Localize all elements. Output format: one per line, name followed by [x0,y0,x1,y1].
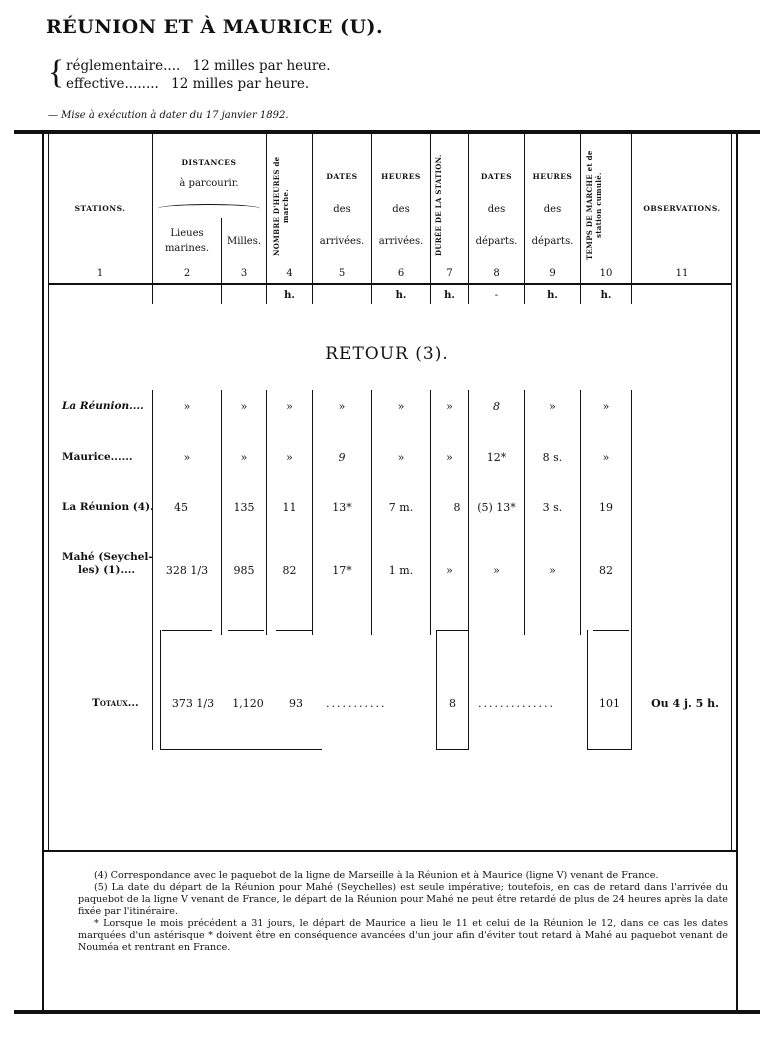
col-number: 5 [338,268,346,279]
col-number: 4 [286,268,293,279]
sum-line [228,630,264,631]
cell-milles: 985 [233,564,255,577]
cell-heure-depart: » [549,564,556,577]
unit-hours: h. [284,290,295,301]
cell-duree: » [446,451,453,464]
cell-duree: » [446,564,453,577]
col-header-dates-arrivees-label: arrivées. [319,236,365,247]
total-duree: 8 [449,697,456,710]
cell-date-depart: (5) 13* [477,501,516,514]
cell-duree: 8 [453,501,461,514]
cell-heure-depart: » [549,400,556,413]
cell-date-arrivee: 13* [332,501,352,514]
col-number: 3 [240,268,248,279]
total-observation: Ou 4 j. 5 h. [651,697,719,710]
col-sep [587,630,588,750]
cell-lieues: 45 [174,501,188,514]
cell-heure-depart: 3 s. [542,501,563,514]
cell-duree: » [446,400,453,413]
col-header-dates-arrivees-des: des [333,204,351,215]
cell-lieues: » [183,400,191,413]
speed-value: 12 milles par heure. [171,76,310,92]
col-header-dates-departs-label: départs. [475,236,518,247]
frame-right [736,134,738,1010]
sum-line [593,630,629,631]
col-number: 1 [96,268,104,279]
frame-right-inner [731,134,732,850]
col-number: 10 [599,268,613,279]
speed-effective [66,76,309,92]
col-header-dates-arrivees: DATES [326,172,358,181]
col-header-duree-station: DURÉE DE LA STATION. [434,154,443,256]
station-name: La Réunion (4). [62,501,154,513]
footnote: (5) La date du départ de la Réunion pour Mahé (Seychelles) est seule impérative; toutefois, en cas de retard dans l'arrivée du paquebot de la ligne V venant de France, le départ de la Réunion pour Mahé ne peut être retardé de plus de 24 heures après la date fixée par l'itinéraire. [78,882,728,917]
cell-heure-arrivee: 1 m. [388,564,414,577]
totals-label: Totaux... [92,697,139,709]
page-title: RÉUNION ET À MAURICE (U). [46,16,384,38]
effective-date: — Mise à exécution à dater du 17 janvier 1892. [48,110,289,121]
cell-cumul: 82 [599,564,613,577]
totals-rule [587,749,632,750]
cell-date-depart: 8 [493,400,500,413]
col-number: 2 [183,268,191,279]
col-number: 9 [549,268,556,279]
col-number: 7 [446,268,453,279]
cell-heure-arrivee: » [397,451,405,464]
cell-heures: 82 [282,564,297,577]
cell-cumul: » [602,451,610,464]
frame-top [14,130,760,134]
col-header-distances-sub: à parcourir. [179,178,239,189]
station-name: Mahé (Seychel- [62,551,153,563]
sum-line [436,630,469,631]
cell-date-depart: 12* [486,451,507,464]
col-sep [631,390,632,750]
cell-date-depart: » [493,564,500,577]
sum-line [276,630,312,631]
col-header-distances: DISTANCES [181,158,237,167]
col-header-heures-departs-label: départs. [531,236,574,247]
cell-lieues: » [183,451,191,464]
cell-milles: » [240,400,248,413]
col-sep [221,218,222,304]
cell-date-arrivee: » [338,400,346,413]
totals-rule [436,749,469,750]
col-header-lieues: Lieues marines. [164,228,210,254]
cell-milles: 135 [233,501,255,514]
totals-rule [160,749,322,750]
col-number: 8 [493,268,500,279]
col-header-dates-departs-des: des [487,204,506,215]
col-sep [436,630,437,750]
distances-brace [158,204,260,213]
speed-regulatory [66,58,331,74]
unit-dash: - [494,290,499,301]
col-header-milles: Milles. [226,236,262,247]
total-cumul: 101 [599,697,620,710]
cell-heures: » [286,451,293,464]
brace-symbol: { [48,54,65,91]
col-header-heures-arrivees: HEURES [381,172,421,181]
col-header-stations: STATIONS. [74,204,126,213]
footnote: * Lorsque le mois précédent a 31 jours, le départ de Maurice a lieu le 11 et celui de la Réunion le 12, dans ce cas les dates marquées d'un astérisque * doivent être en conséquence avancées d'un jour afin d'éviter tout retard à Mahé au paquebot venant de Nouméa et rentrant en France. [78,918,728,953]
dotted-leader: ........... [326,697,387,710]
col-number: 6 [397,268,405,279]
col-sep [160,630,161,750]
col-header-heures-marche: NOMBRE D'HEURES de marche. [272,156,290,256]
cell-lieues: 328 1/3 [165,564,209,577]
unit-hours: h. [444,290,455,301]
speed-label: effective........ [66,76,159,92]
footnote: (4) Correspondance avec le paquebot de la ligne de Marseille à la Réunion et à Maurice (ligne V) venant de France. [94,870,659,881]
notes-rule [42,850,738,852]
cell-date-arrivee: 17* [332,564,352,577]
speed-label: réglementaire.... [66,58,181,74]
station-name: Maurice...... [62,451,133,463]
cell-cumul: 19 [599,501,613,514]
footnotes [78,870,728,954]
unit-hours: h. [395,290,407,301]
dotted-leader: .............. [478,697,555,710]
unit-hours: h. [600,290,612,301]
cell-cumul: » [602,400,610,413]
frame-left-inner [48,134,49,850]
cell-date-arrivee: 9 [338,451,346,464]
col-sep [152,134,153,304]
col-header-temps-marche: TEMPS DE MARCHE et de station cumulé. [585,150,603,260]
total-heures: 93 [289,697,303,710]
col-header-dates-departs: DATES [480,172,513,181]
col-header-heures-arrivees-des: des [392,204,410,215]
total-milles: 1,120 [232,697,264,710]
cell-heure-depart: 8 s. [542,451,563,464]
sum-line [162,630,212,631]
col-number: 11 [675,268,689,279]
total-lieues: 373 1/3 [171,697,215,710]
cell-heures: » [286,400,293,413]
col-header-heures-departs: HEURES [532,172,573,181]
col-header-heures-departs-des: des [543,204,562,215]
unit-hours: h. [547,290,558,301]
frame-bottom [14,1010,760,1014]
frame-left [42,134,44,1010]
cell-heure-arrivee: » [397,400,405,413]
speed-value: 12 milles par heure. [192,58,331,74]
station-name-cont: les) (1).... [78,564,136,576]
section-title: RETOUR (3). [325,344,449,364]
cell-milles: » [240,451,248,464]
cell-heure-arrivee: 7 m. [388,501,414,514]
station-name: La Réunion.... [62,400,144,412]
cell-heures: 11 [282,501,297,514]
col-sep [152,390,153,750]
col-header-heures-arrivees-label: arrivées. [378,236,424,247]
col-header-observations: OBSERVATIONS. [643,204,721,213]
header-rule [48,283,732,285]
